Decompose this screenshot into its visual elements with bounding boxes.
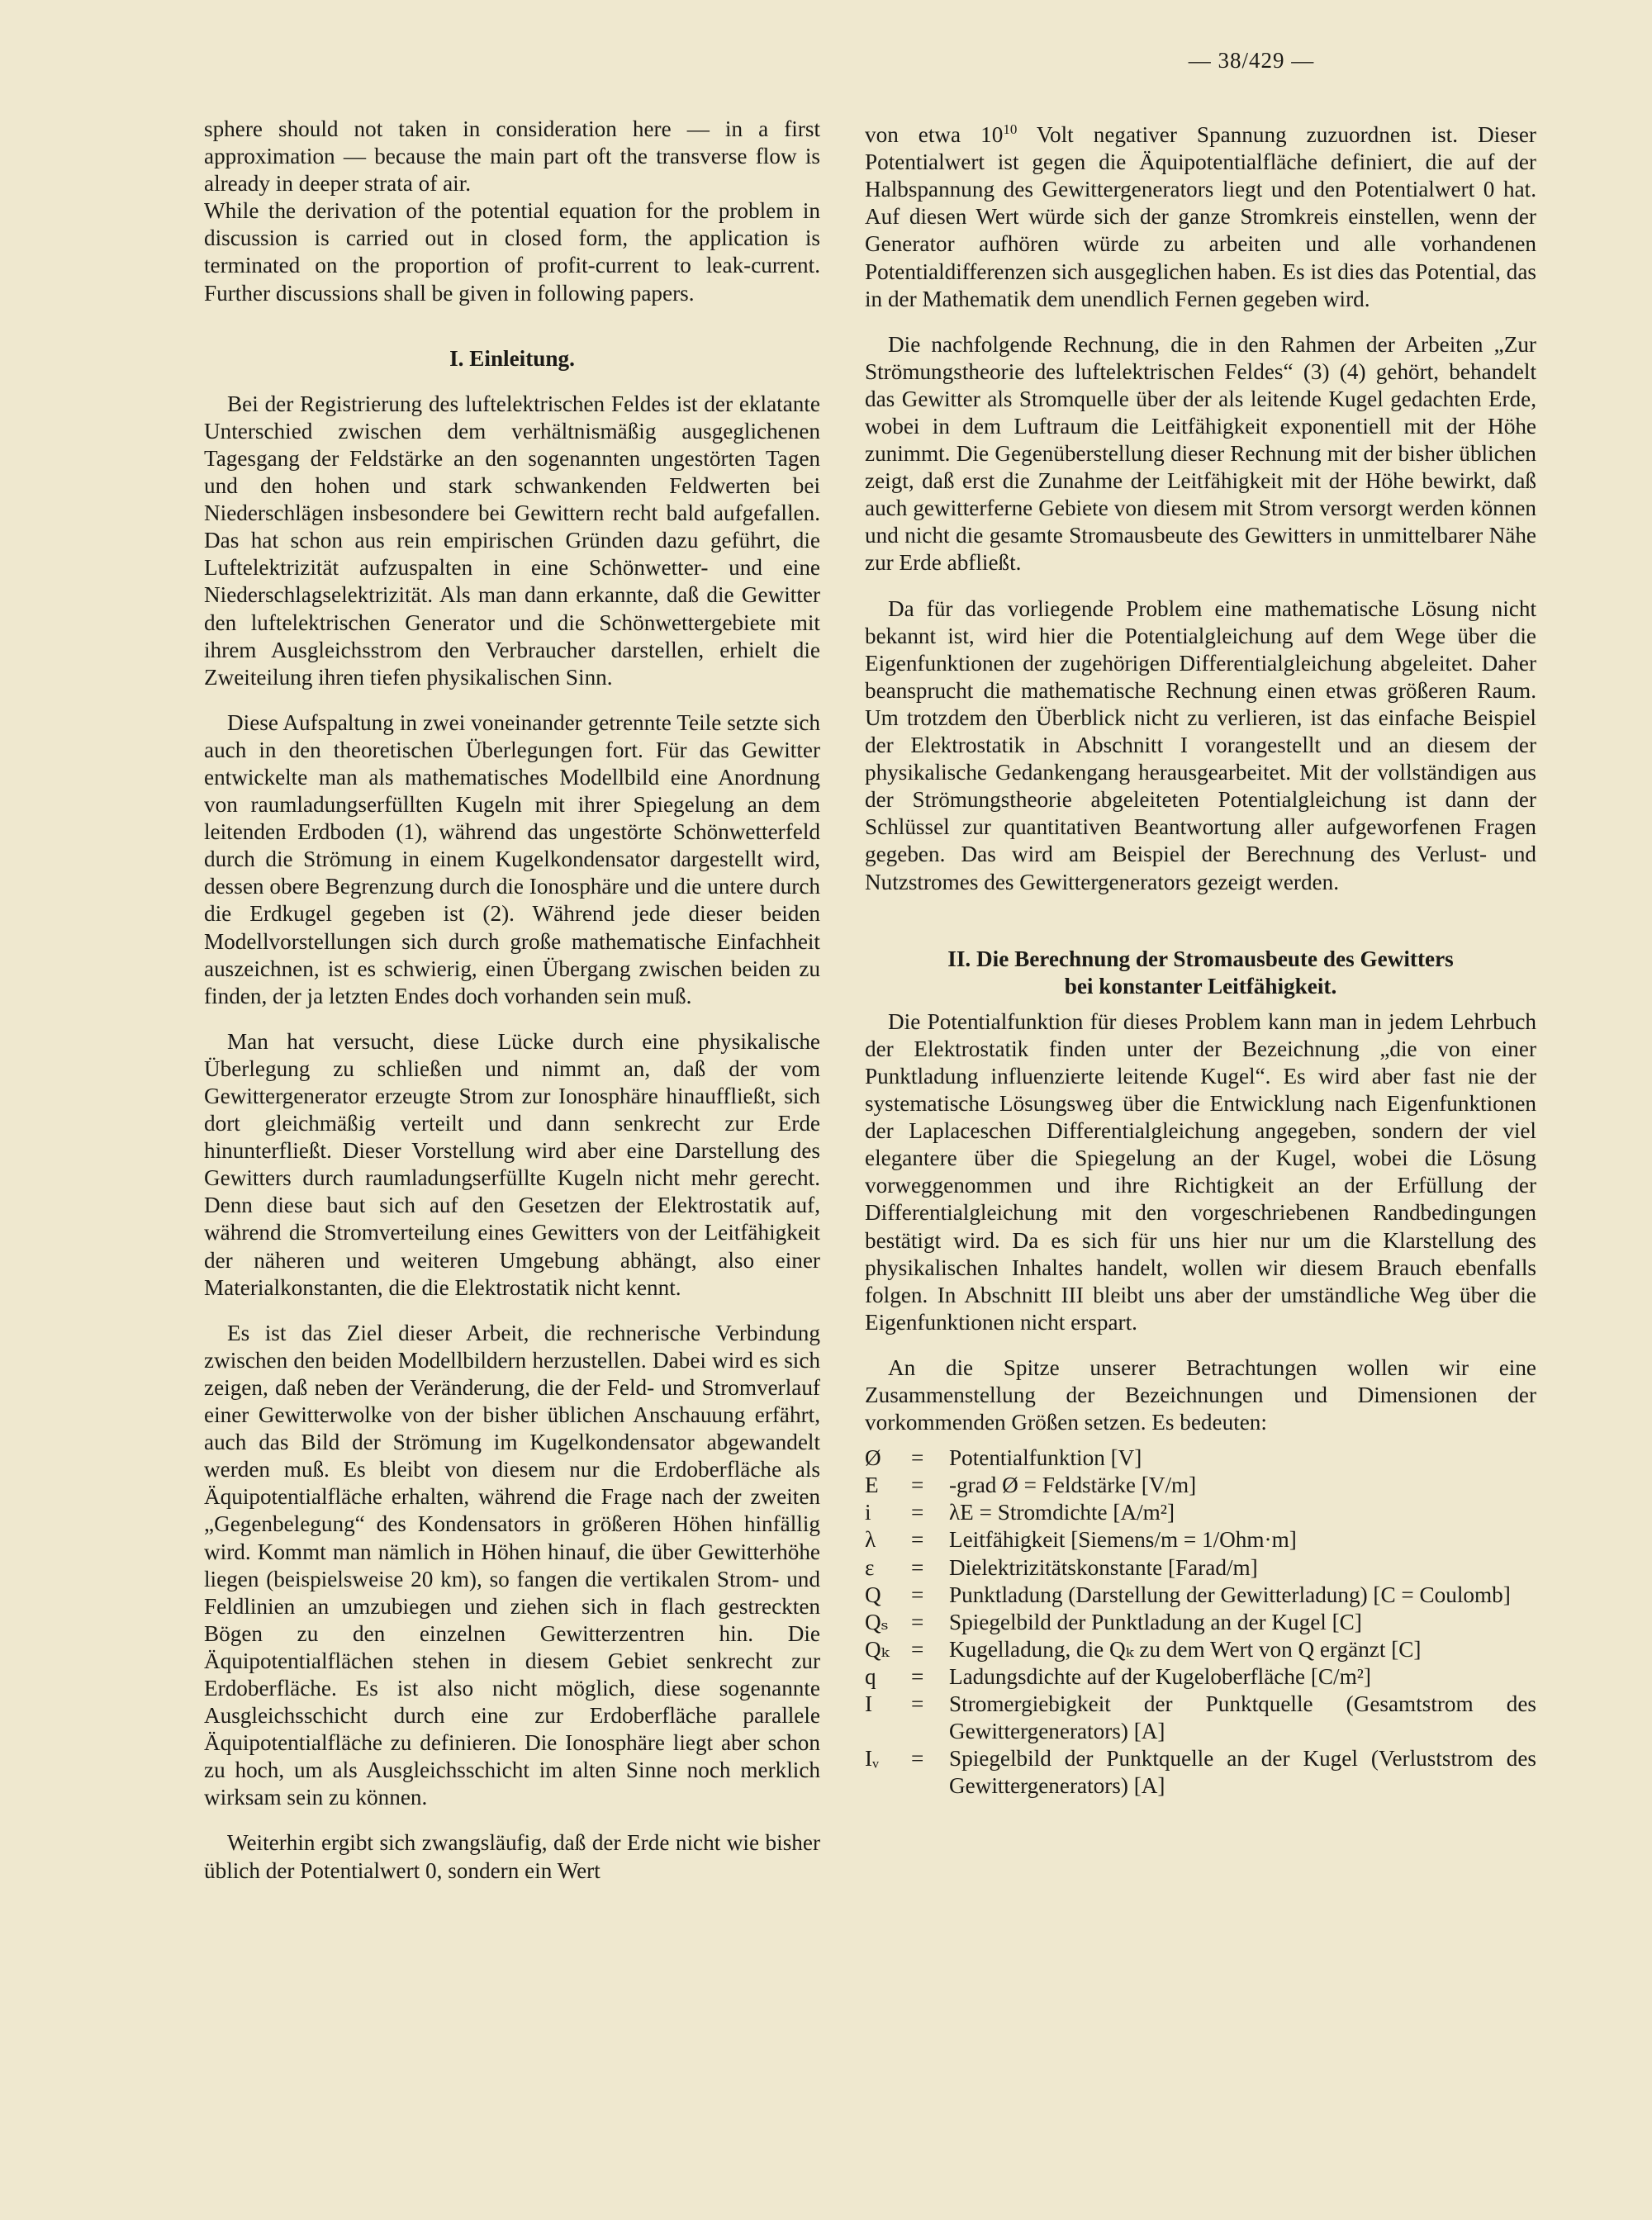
symbol: q [865,1663,876,1689]
symbol-row [865,1582,1536,1609]
body-paragraph: Die nachfolgende Rechnung, die in den Rahmen der Arbeiten „Zur Strömungstheorie des luftelektrischen Feldes“ (3) (4) gehört, behandelt das Gewitter als Stromquelle über der als leitende Kugel gedachten Erde, wobei in dem Luftraum die Leitfähigkeit exponentiell mit der Höhe zunimmt. Die Gegenüberstellung dieser Rechnung mit der bisher üblichen zeigt, daß erst die Zunahme der Leitfähigkeit mit der Höhe bewirkt, daß auch gewitterferne Gebiete von diesem mit Strom versorgt werden können und nicht die gesamte Stromausbeute des Gewitters in unmittelbarer Nähe zur Erde abfließt. [865,331,1536,576]
symbol: ε [865,1554,875,1580]
symbol-row [865,1636,1536,1663]
abstract-paragraph: sphere should not taken in consideration here — in a first approximation — because the main part oft the transverse flow is already in deeper strata of air. [204,116,820,197]
symbol-row [865,1444,1536,1472]
section-heading-line: II. Die Berechnung der Stromausbeute des Gewitters [947,946,1454,971]
body-paragraph: Bei der Registrierung des luftelektrischen Feldes ist der eklatante Unterschied zwischen dem verhältnismäßig ausgeglichenen Tagesgang der Feldstärke an den sogenannten ungestörten Tagen und den hohen und stark schwankenden Feldwerten bei Niederschlägen insbesondere bei Gewittern recht bald aufgefallen. Das hat schon aus rein empirischen Gründen dazu geführt, die Luftelektrizität aufzuspalten in eine Schönwetter- und eine Niederschlagselektrizität. Als man dann erkannte, daß die Gewitter den luftelektrischen Generator und die Schönwettergebiete mit ihrem Ausgleichsstrom den Verbraucher darstellen, erhielt die Zweiteilung ihren tiefen physikalischen Sinn. [204,391,820,690]
symbol: Qₖ [865,1636,890,1662]
symbol: Qₛ [865,1609,889,1634]
symbol-description: Punktladung (Darstellung der Gewitterladung) [C = Coulomb] [949,1582,1511,1607]
body-paragraph: Weiterhin ergibt sich zwangsläufig, daß der Erde nicht wie bisher üblich der Potentialwert 0, sondern ein Wert [204,1830,820,1883]
symbol: λ [865,1527,876,1553]
equals-sign: = [911,1636,924,1662]
body-paragraph: Da für das vorliegende Problem eine mathematische Lösung nicht bekannt ist, wird hier die Potentialgleichung auf dem Wege über die Eigenfunktionen der zugehörigen Differentialgleichung abgeleitet. Daher beansprucht die mathematische Rechnung einen etwas größeren Raum. Um trotzdem den Überblick nicht zu verlieren, ist das einfache Beispiel der Elektrostatik in Abschnitt I vorangestellt und an diesem der physikalische Gedankengang herausgearbeitet. Mit der vollständigen aus der Strömungstheorie abgeleiteten Potentialgleichung ist dann der Schlüssel zur quantitativen Beantwortung aller aufgeworfenen Fragen gegeben. Das wird am Beispiel der Berechnung des Verlust- und Nutzstromes des Gewittergenerators gezeigt werden. [865,595,1536,894]
section-heading-line: bei konstanter Leitfähigkeit. [1064,973,1337,999]
abstract-paragraph: While the derivation of the potential equation for the problem in discussion is carried out in closed form, the application is terminated on the proportion of profit-current to leak-current. Further discussions shall be given in following papers. [204,198,820,306]
body-paragraph: Es ist das Ziel dieser Arbeit, die rechnerische Verbindung zwischen den beiden Modellbildern herzustellen. Dabei wird es sich zeigen, daß neben der Veränderung, die der Feld- und Stromverlauf einer Gewitterwolke von der bisher üblichen Anschauung erfährt, auch das Bild der Strömung im Kugelkondensator abgewandelt werden muß. Es bleibt von diesem nur die Erdoberfläche als Äquipotentialfläche erhalten, während die Frage nach der zweiten „Gegenbelegung“ des Kondensators in größeren Höhen hinfällig wird. Kommt man nämlich in Höhen hinauf, die über Gewitterhöhe liegen (beispielsweise 20 km), so fangen die vertikalen Strom- und Feldlinien an umzubiegen und ziehen sich in flach gestreckten Bögen zu den einzelnen Gewitterzentren hin. Die Äquipotentialflächen stehen in diesem Gebiet senkrecht zur Erdoberfläche. Es ist also nicht möglich, diese sogenannte Ausgleichsschicht durch eine zur Erdoberfläche parallele Äquipotentialfläche zu definieren. Die Ionosphäre liegt aber schon zu hoch, um als Ausgleichsschicht im alten Sinne noch merklich wirksam sein zu können. [204,1320,820,1810]
equals-sign: = [911,1445,924,1471]
symbol-description: Stromergiebigkeit der Punktquelle (Gesamtstrom des Gewittergenerators) [A] [949,1691,1536,1744]
left-column [204,116,820,1885]
symbol-description: Spiegelbild der Punktladung an der Kugel [C] [949,1609,1362,1634]
body-paragraph: An die Spitze unserer Betrachtungen wollen wir eine Zusammenstellung der Bezeichnungen und Dimensionen der vorkommenden Größen setzen. Es bedeuten: [865,1354,1536,1435]
equals-sign: = [911,1473,924,1498]
symbol-description: Spiegelbild der Punktquelle an der Kugel (Verluststrom des Gewittergenerators) [A] [949,1746,1536,1799]
equals-sign: = [911,1582,924,1607]
symbol-row [865,1526,1536,1554]
symbol-row [865,1663,1536,1691]
body-paragraph: Man hat versucht, diese Lücke durch eine physikalische Überlegung zu schließen und nimmt an, daß der vom Gewittergenerator erzeugte Strom zur Ionosphäre hinauffließt, sich dort gleichmäßig verteilt und dann senkrecht zur Erde hinunterfließt. Dieser Vorstellung wird aber eine Darstellung des Gewitters durch raumladungserfüllte Kugeln nicht mehr gerecht. Denn diese baut sich auf den Gesetzen der Elektrostatik auf, während die Stromverteilung eines Gewitters von der Leitfähigkeit der näheren und weiteren Umgebung abhängt, also einer Materialkonstanten, die die Elektrostatik nicht kennt. [204,1028,820,1300]
symbol: Iᵥ [865,1746,880,1772]
symbol-description: Ladungsdichte auf der Kugeloberfläche [C/m²] [949,1663,1371,1689]
symbol-description: Leitfähigkeit [Siemens/m = 1/Ohm·m] [949,1527,1297,1553]
symbol-description: λE = Stromdichte [A/m²] [949,1500,1175,1525]
symbol-description: Potentialfunktion [V] [949,1445,1142,1471]
continuation-paragraph: von etwa $10^{10}$ Volt negativer Spannung zuzuordnen ist. Dieser Potentialwert ist gegen die Äquipotentialfläche definiert, die auf der Halbspannung des Gewittergenerators liegt und den Potentialwert 0 hat. Auf diesen Wert würde sich der ganze Stromkreis einstellen, wenn der Generator aufhören würde zu arbeiten und alle vorhandenen Potentialdifferenzen sich ausgeglichen haben. Es ist dies das Potential, das in der Mathematik dem unendlich Fernen gegeben wird. [865,121,1536,311]
equals-sign: = [911,1691,924,1717]
symbol-description: Dielektrizitätskonstante [Farad/m] [949,1554,1258,1580]
symbol-row [865,1745,1536,1800]
body-paragraph: Die Potentialfunktion für dieses Problem kann man in jedem Lehrbuch der Elektrostatik finden unter der Bezeichnung „die von einer Punktladung influenzierte leitende Kugel“. Es wird aber fast nie der systematische Lösungsweg über die Entwicklung nach Eigenfunktionen der Laplaceschen Differentialgleichung angegeben, sondern der viel elegantere über die Spiegelung an der Kugel, wobei die Lösung vorweggenommen und ihre Richtigkeit an der Erfüllung der Differentialgleichung mit den vorgeschriebenen Randbedingungen bestätigt wird. Da es sich für uns hier nur um die Klarstellung des physikalischen Inhaltes handelt, wollen wir diesem Brauch ebenfalls folgen. In Abschnitt III bleibt uns aber der umständliche Weg über die Eigenfunktionen nicht erspart. [865,1008,1536,1335]
symbol-row [865,1554,1536,1582]
body-paragraph: Diese Aufspaltung in zwei voneinander getrennte Teile setzte sich auch in den theoretischen Überlegungen fort. Für das Gewitter entwickelte man als mathematisches Modellbild eine Anordnung von raumladungserfüllten Kugeln mit ihrer Spiegelung an dem leitenden Erdboden (1), während das ungestörte Schönwetterfeld durch die Strömung in einem Kugelkondensator dargestellt wird, dessen obere Begrenzung durch die Ionosphäre und die untere durch die Erdkugel gegeben ist (2). Während jede dieser beiden Modellvorstellungen sich durch große mathematische Einfachheit auszeichnen, ist es schwierig, einen Übergang zwischen beiden zu finden, der ja letzten Endes doch vorhanden sein muß. [204,709,820,1008]
symbol-table [865,1444,1536,1800]
symbol: I [865,1691,873,1717]
equals-sign: = [911,1500,924,1525]
symbol-row [865,1691,1536,1745]
equals-sign: = [911,1663,924,1689]
symbol-row [865,1472,1536,1499]
symbol-row [865,1499,1536,1526]
equals-sign: = [911,1609,924,1634]
symbol-description: Kugelladung, die Qₖ zu dem Wert von Q ergänzt [C] [949,1636,1422,1662]
equals-sign: = [911,1746,924,1772]
section-heading-introduction: I. Einleitung. [449,345,575,371]
right-column [865,116,1536,1800]
equals-sign: = [911,1527,924,1553]
page-number: — 38/429 — [1188,48,1315,73]
symbol-description: -grad Ø = Feldstärke [V/m] [949,1473,1197,1498]
symbol: E [865,1473,879,1498]
symbol-row [865,1609,1536,1636]
symbol: Ø [865,1445,881,1471]
symbol: Q [865,1582,881,1607]
symbol: i [865,1500,871,1525]
equals-sign: = [911,1554,924,1580]
